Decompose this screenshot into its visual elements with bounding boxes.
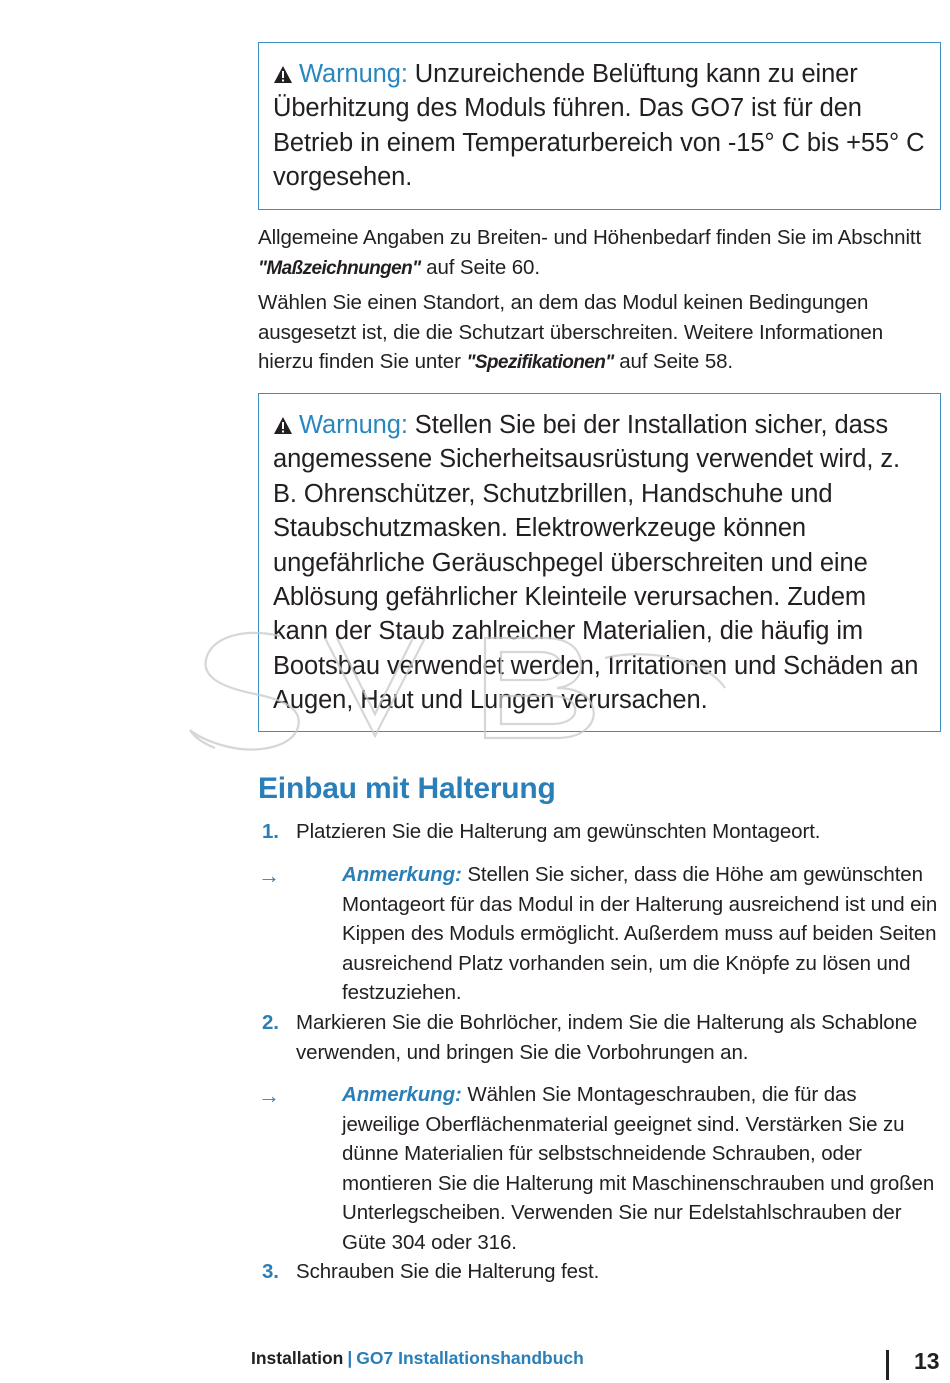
- step-text: Platzieren Sie die Halterung am gewünschten Montageort.: [296, 820, 821, 843]
- page-number-divider: [886, 1350, 889, 1380]
- warning-label: Warnung:: [299, 60, 408, 88]
- page-number: 13: [914, 1348, 940, 1374]
- warning-box-ventilation: [258, 42, 941, 210]
- paragraph-text: auf Seite 58.: [613, 350, 734, 374]
- warning-text: Stellen Sie bei der Installation sicher, dass angemessene Sicherheitsausrüstung verwendet wird, z. B. Ohrenschützer, Schutzbrillen, Handschuhe und Staubschutzmasken. Elektrowerkzeuge können ungefährliche Geräuschpegel überschreiten und eine Ablösung gefährlicher Kleinteile verursachen. Zudem kann der Staub zahlreicher Materialien, die häufig im Bootsbau verwendet werden, Irritationen und Schäden an Augen, Haut und Lungen verursachen.: [273, 411, 919, 715]
- step-number: 2.: [262, 1011, 279, 1034]
- warning-label: Warnung:: [299, 411, 408, 439]
- cross-reference-link[interactable]: "Maßzeichnungen": [258, 257, 421, 279]
- arrow-right-icon: →: [258, 1083, 280, 1108]
- note-text: [342, 1080, 938, 1258]
- warning-triangle-icon: [273, 416, 293, 435]
- note-body: Stellen Sie sicher, dass die Höhe am gewünschten Montageort für das Modul in der Halterung ausreichend ist und ein Kippen des Moduls ermöglicht. Außerdem muss auf beiden Seiten ausreichend Platz vorhanden sein, um die Knöpfe zu lösen und festzuziehen.: [342, 863, 938, 1005]
- note-label: Anmerkung:: [342, 1083, 462, 1106]
- step-item: [262, 1008, 932, 1067]
- step-number: 1.: [262, 820, 279, 843]
- page-footer: [251, 1348, 584, 1369]
- paragraph-location: [258, 288, 938, 378]
- step-item: [262, 817, 932, 847]
- step-text: Markieren Sie die Bohrlöcher, indem Sie die Halterung als Schablone verwenden, und bringen Sie die Vorbohrungen an.: [296, 1011, 918, 1064]
- cross-reference-link[interactable]: "Spezifikationen": [466, 352, 614, 374]
- arrow-right-icon: →: [258, 863, 280, 888]
- warning-text: Unzureichende Belüftung kann zu einer Überhitzung des Moduls führen. Das GO7 ist für den Betrieb in einem Temperaturbereich von -15° C bis +55° C vorgesehen.: [273, 60, 925, 192]
- footer-manual-title: GO7 Installationshandbuch: [356, 1348, 584, 1368]
- note-text: [342, 860, 938, 1008]
- note-item: [258, 1080, 938, 1258]
- paragraph-text: auf Seite 60.: [420, 255, 540, 279]
- warning-box-safety: [258, 393, 941, 732]
- warning-triangle-icon: [273, 65, 293, 84]
- paragraph-dimensions: [258, 223, 938, 283]
- step-text: Schrauben Sie die Halterung fest.: [296, 1260, 600, 1283]
- note-item: [258, 860, 938, 1008]
- note-label: Anmerkung:: [342, 863, 462, 886]
- footer-separator: |: [347, 1348, 353, 1368]
- paragraph-text: Wählen Sie einen Standort, an dem das Modul keinen Bedingungen ausgesetzt ist, die die Schutzart überschreiten. Weitere Informationen hierzu finden Sie unter: [258, 291, 884, 374]
- step-item: [262, 1257, 932, 1287]
- footer-chapter: Installation: [251, 1348, 344, 1368]
- note-body: Wählen Sie Montageschrauben, die für das jeweilige Oberflächenmaterial geeignet sind. Verstärken Sie zu dünne Materialien für selbstschneidende Schrauben, oder montieren Sie die Halterung mit Maschinenschrauben und großen Unterlegscheiben. Verwenden Sie nur Edelstahlschrauben der Güte 304 oder 316.: [342, 1083, 935, 1254]
- step-number: 3.: [262, 1260, 279, 1283]
- section-heading: Einbau mit Halterung: [258, 772, 556, 805]
- paragraph-text: Allgemeine Angaben zu Breiten- und Höhenbedarf finden Sie im Abschnitt: [258, 226, 922, 249]
